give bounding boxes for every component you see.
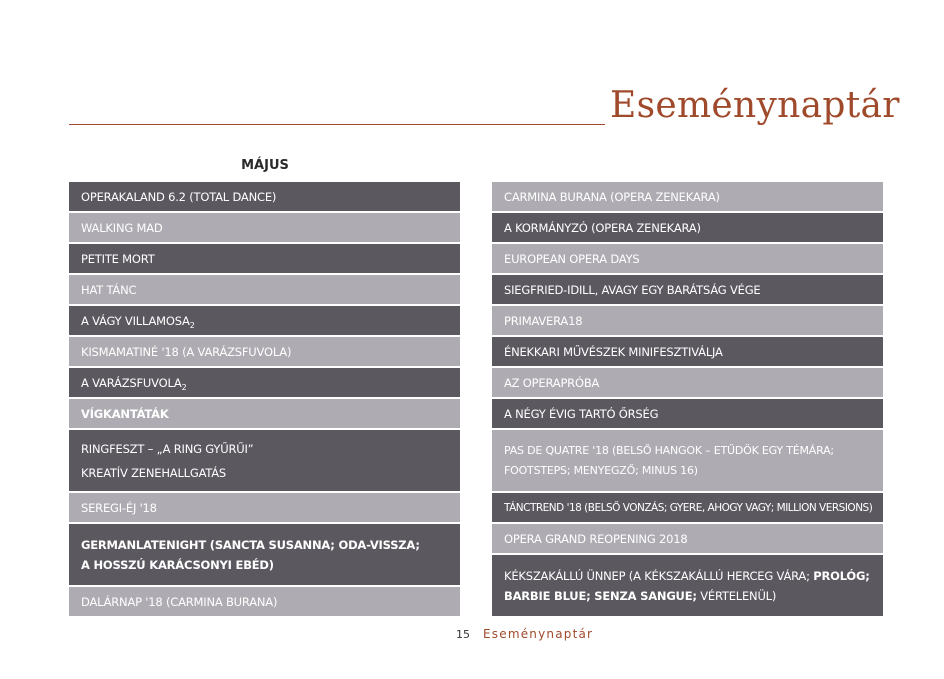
event-label: KISMAMATINÉ '18 (A VARÁZSFUVOLA) <box>81 344 292 359</box>
event-label: SEREGI-ÉJ '18 <box>81 500 157 515</box>
event-row <box>492 555 883 618</box>
event-row <box>69 430 460 493</box>
event-label: SIEGFRIED-IDILL, AVAGY EGY BARÁTSÁG VÉGE <box>504 282 761 297</box>
event-label: DALÁRNAP '18 (CARMINA BURANA) <box>81 594 278 609</box>
page-number: 15 <box>456 628 470 641</box>
event-label: A $VARÁZSFUVOLA_2$ <box>81 375 187 392</box>
event-label-line1: GERMANLATENIGHT (SANCTA SUSANNA; ODA-VISSZA; <box>81 537 420 552</box>
event-row <box>492 430 883 493</box>
event-label: CARMINA BURANA (OPERA ZENEKARA) <box>504 189 720 204</box>
event-label: PETITE MORT <box>81 251 155 266</box>
event-row <box>69 182 460 213</box>
event-row <box>492 399 883 430</box>
event-row <box>492 368 883 399</box>
event-label: ÉNEKKARI MŰVÉSZEK MINIFESZTIVÁLJA <box>504 344 723 359</box>
event-row <box>69 493 460 524</box>
event-label-line2: KREATÍV ZENEHALLGATÁS <box>81 465 227 480</box>
event-label: A KORMÁNYZÓ (OPERA ZENEKARA) <box>504 220 701 235</box>
event-label-line1: RINGFESZT – „A RING GYŰRŰI” <box>81 441 254 456</box>
event-row <box>492 337 883 368</box>
event-row <box>69 587 460 618</box>
subscript: 2 <box>189 320 195 330</box>
event-row <box>69 244 460 275</box>
event-label-line2: FOOTSTEPS; MENYEGZŐ; MINUS 16) <box>504 463 698 477</box>
event-row <box>69 368 460 399</box>
subscript: 2 <box>181 382 187 392</box>
right-event-list <box>492 182 883 618</box>
event-label: OPERAKALAND 6.2 (TOTAL DANCE) <box>81 189 277 204</box>
event-row <box>492 244 883 275</box>
event-row <box>492 524 883 555</box>
event-label: HAT TÁNC <box>81 282 137 297</box>
event-label: A VÁGY $VILLAMOSA_2$ <box>81 313 195 330</box>
event-row <box>492 306 883 337</box>
event-row <box>492 493 883 524</box>
event-label: A NÉGY ÉVIG TARTÓ ŐRSÉG <box>504 406 659 421</box>
event-label: WALKING MAD <box>81 220 163 235</box>
event-label-line2: BARBIE BLUE; SENZA SANGUE; VÉRTELENÜL) <box>504 588 777 603</box>
event-row <box>69 275 460 306</box>
event-row <box>69 337 460 368</box>
month-heading: MÁJUS <box>241 158 289 173</box>
event-label-line1: PAS DE QUATRE '18 (BELSŐ HANGOK – ETŰDÖK EGY TÉMÁRA; <box>504 443 834 457</box>
event-row <box>69 399 460 430</box>
header-rule <box>69 124 605 125</box>
event-label: PRIMAVERA18 <box>504 313 583 328</box>
event-label: TÁNCTREND '18 (BELSŐ VONZÁS; GYERE, AHOGY VAGY; MILLION VERSIONS) <box>504 501 873 514</box>
event-row <box>69 306 460 337</box>
event-label: AZ OPERAPRÓBA <box>504 375 600 390</box>
event-label-line2: A HOSSZÚ KARÁCSONYI EBÉD) <box>81 557 274 572</box>
event-label: EUROPEAN OPERA DAYS <box>504 251 640 266</box>
event-row <box>492 213 883 244</box>
footer-label: Eseménynaptár <box>483 627 594 641</box>
event-row <box>69 524 460 587</box>
event-label-line1: KÉKSZAKÁLLÚ ÜNNEP (A KÉKSZAKÁLLÚ HERCEG VÁRA; PROLÓG; <box>504 568 870 583</box>
event-row <box>492 275 883 306</box>
event-label: OPERA GRAND REOPENING 2018 <box>504 531 688 546</box>
event-row <box>69 213 460 244</box>
left-event-list <box>69 182 460 618</box>
event-label: VÍGKANTÁTÁK <box>81 406 169 421</box>
event-row <box>492 182 883 213</box>
page-title: Eseménynaptár <box>610 85 900 126</box>
